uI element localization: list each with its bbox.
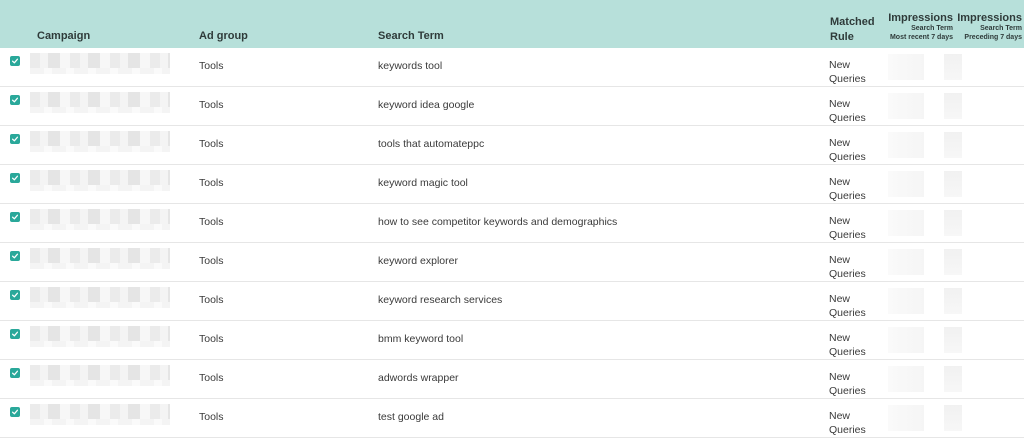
- impressions-recent-redacted: [888, 93, 924, 119]
- matched-rule-cell: [829, 370, 866, 398]
- ad-group-cell: Tools: [199, 333, 224, 345]
- matched-rule-line1: New: [829, 332, 851, 344]
- campaign-name-redacted-shadow: [30, 107, 170, 113]
- campaign-name-redacted: [30, 248, 170, 264]
- row-checkbox[interactable]: [10, 251, 20, 261]
- campaign-name-redacted-shadow: [30, 224, 170, 230]
- table-body: [0, 48, 1024, 438]
- impressions-preceding-redacted: [944, 288, 962, 314]
- table-row[interactable]: [0, 243, 1024, 282]
- matched-rule-cell: [829, 409, 866, 437]
- row-checkbox[interactable]: [10, 212, 20, 222]
- column-header-campaign[interactable]: Campaign: [37, 30, 91, 42]
- campaign-name-redacted-shadow: [30, 68, 170, 74]
- matched-rule-line1: New: [829, 371, 851, 383]
- checkmark-icon: [11, 369, 19, 377]
- campaign-name-redacted: [30, 287, 170, 303]
- impressions-recent-title: Impressions: [888, 12, 953, 24]
- search-term-cell: tools that automateppc: [378, 138, 485, 150]
- ad-group-cell: Tools: [199, 177, 224, 189]
- matched-rule-line2: Queries: [829, 112, 866, 124]
- column-header-impressions-recent[interactable]: [888, 12, 953, 42]
- matched-rule-line1: New: [829, 98, 851, 110]
- checkmark-icon: [11, 135, 19, 143]
- row-checkbox[interactable]: [10, 56, 20, 66]
- matched-rule-cell: [829, 292, 866, 320]
- search-term-cell: bmm keyword tool: [378, 333, 464, 345]
- matched-rule-line2: Queries: [829, 190, 866, 202]
- impressions-recent-redacted: [888, 249, 924, 275]
- matched-rule-line1: New: [829, 410, 851, 422]
- table-row[interactable]: [0, 204, 1024, 243]
- checkmark-icon: [11, 291, 19, 299]
- impressions-preceding-title: Impressions: [957, 12, 1022, 24]
- ad-group-cell: Tools: [199, 99, 224, 111]
- matched-rule-line1: New: [829, 59, 851, 71]
- checkmark-icon: [11, 96, 19, 104]
- impressions-preceding-redacted: [944, 405, 962, 431]
- campaign-name-redacted: [30, 404, 170, 420]
- checkmark-icon: [11, 408, 19, 416]
- matched-rule-line2: Queries: [829, 151, 866, 163]
- checkmark-icon: [11, 330, 19, 338]
- ad-group-cell: Tools: [199, 294, 224, 306]
- matched-rule-line2: Queries: [829, 229, 866, 241]
- search-term-cell: how to see competitor keywords and demographics: [378, 216, 618, 228]
- matched-rule-cell: [829, 97, 866, 125]
- search-term-cell: test google ad: [378, 411, 444, 423]
- column-header-impressions-preceding[interactable]: [957, 12, 1022, 42]
- checkmark-icon: [11, 174, 19, 182]
- campaign-name-redacted-shadow: [30, 341, 170, 347]
- checkmark-icon: [11, 213, 19, 221]
- matched-rule-line2: Queries: [829, 346, 866, 358]
- campaign-name-redacted-shadow: [30, 146, 170, 152]
- impressions-recent-sub2: Most recent 7 days: [889, 34, 953, 41]
- table-row[interactable]: [0, 165, 1024, 204]
- impressions-recent-redacted: [888, 210, 924, 236]
- matched-rule-line1: New: [829, 215, 851, 227]
- ad-group-cell: Tools: [199, 138, 224, 150]
- campaign-name-redacted-shadow: [30, 185, 170, 191]
- checkmark-icon: [11, 57, 19, 65]
- row-checkbox[interactable]: [10, 134, 20, 144]
- impressions-recent-redacted: [888, 54, 924, 80]
- search-term-cell: keywords tool: [378, 60, 443, 72]
- matched-rule-line1: New: [829, 293, 851, 305]
- campaign-name-redacted-shadow: [30, 380, 170, 386]
- table-header: [0, 0, 1024, 48]
- ad-group-cell: Tools: [199, 372, 224, 384]
- matched-rule-cell: [829, 253, 866, 281]
- search-term-cell: keyword idea google: [378, 99, 475, 111]
- matched-rule-label: Matched Rule: [830, 16, 875, 43]
- column-header-matched-rule[interactable]: [830, 15, 874, 45]
- campaign-name-redacted-shadow: [30, 419, 170, 425]
- matched-rule-line2: Queries: [829, 268, 866, 280]
- impressions-preceding-redacted: [944, 366, 962, 392]
- matched-rule-cell: [829, 136, 866, 164]
- table-row[interactable]: [0, 321, 1024, 360]
- table-row[interactable]: [0, 399, 1024, 438]
- ad-group-cell: Tools: [199, 60, 224, 72]
- campaign-name-redacted: [30, 365, 170, 381]
- impressions-preceding-redacted: [944, 132, 962, 158]
- matched-rule-cell: [829, 214, 866, 242]
- table-row[interactable]: [0, 126, 1024, 165]
- matched-rule-line2: Queries: [829, 73, 866, 85]
- impressions-preceding-sub2: Preceding 7 days: [964, 34, 1022, 41]
- matched-rule-cell: [829, 331, 866, 359]
- table-row[interactable]: [0, 48, 1024, 87]
- impressions-preceding-sub1: Search Term: [980, 25, 1022, 32]
- impressions-recent-redacted: [888, 132, 924, 158]
- matched-rule-line1: New: [829, 254, 851, 266]
- table-row[interactable]: [0, 360, 1024, 399]
- row-checkbox[interactable]: [10, 173, 20, 183]
- row-checkbox[interactable]: [10, 290, 20, 300]
- ad-group-cell: Tools: [199, 255, 224, 267]
- row-checkbox[interactable]: [10, 407, 20, 417]
- matched-rule-line2: Queries: [829, 424, 866, 436]
- impressions-preceding-redacted: [944, 210, 962, 236]
- search-term-cell: keyword research services: [378, 294, 503, 306]
- campaign-name-redacted: [30, 92, 170, 108]
- checkmark-icon: [11, 252, 19, 260]
- table-row[interactable]: [0, 282, 1024, 321]
- search-term-cell: keyword explorer: [378, 255, 458, 267]
- campaign-name-redacted: [30, 326, 170, 342]
- impressions-recent-sub1: Search Term: [911, 25, 953, 32]
- campaign-name-redacted: [30, 53, 170, 69]
- campaign-name-redacted: [30, 209, 170, 225]
- search-term-cell: keyword magic tool: [378, 177, 468, 189]
- row-checkbox[interactable]: [10, 95, 20, 105]
- column-header-search-term[interactable]: Search Term: [378, 30, 444, 42]
- impressions-preceding-redacted: [944, 54, 962, 80]
- ad-group-cell: Tools: [199, 216, 224, 228]
- campaign-name-redacted-shadow: [30, 263, 170, 269]
- row-checkbox[interactable]: [10, 368, 20, 378]
- campaign-name-redacted: [30, 131, 170, 147]
- matched-rule-line2: Queries: [829, 385, 866, 397]
- impressions-preceding-redacted: [944, 249, 962, 275]
- matched-rule-cell: [829, 58, 866, 86]
- row-checkbox[interactable]: [10, 329, 20, 339]
- impressions-recent-redacted: [888, 288, 924, 314]
- impressions-preceding-redacted: [944, 171, 962, 197]
- table-row[interactable]: [0, 87, 1024, 126]
- column-header-ad-group[interactable]: Ad group: [199, 30, 248, 42]
- matched-rule-line1: New: [829, 176, 851, 188]
- matched-rule-line1: New: [829, 137, 851, 149]
- ad-group-cell: Tools: [199, 411, 224, 423]
- impressions-preceding-redacted: [944, 93, 962, 119]
- search-term-cell: adwords wrapper: [378, 372, 459, 384]
- impressions-recent-redacted: [888, 405, 924, 431]
- impressions-recent-redacted: [888, 327, 924, 353]
- matched-rule-cell: [829, 175, 866, 203]
- impressions-recent-redacted: [888, 366, 924, 392]
- matched-rule-line2: Queries: [829, 307, 866, 319]
- campaign-name-redacted-shadow: [30, 302, 170, 308]
- impressions-recent-redacted: [888, 171, 924, 197]
- impressions-preceding-redacted: [944, 327, 962, 353]
- campaign-name-redacted: [30, 170, 170, 186]
